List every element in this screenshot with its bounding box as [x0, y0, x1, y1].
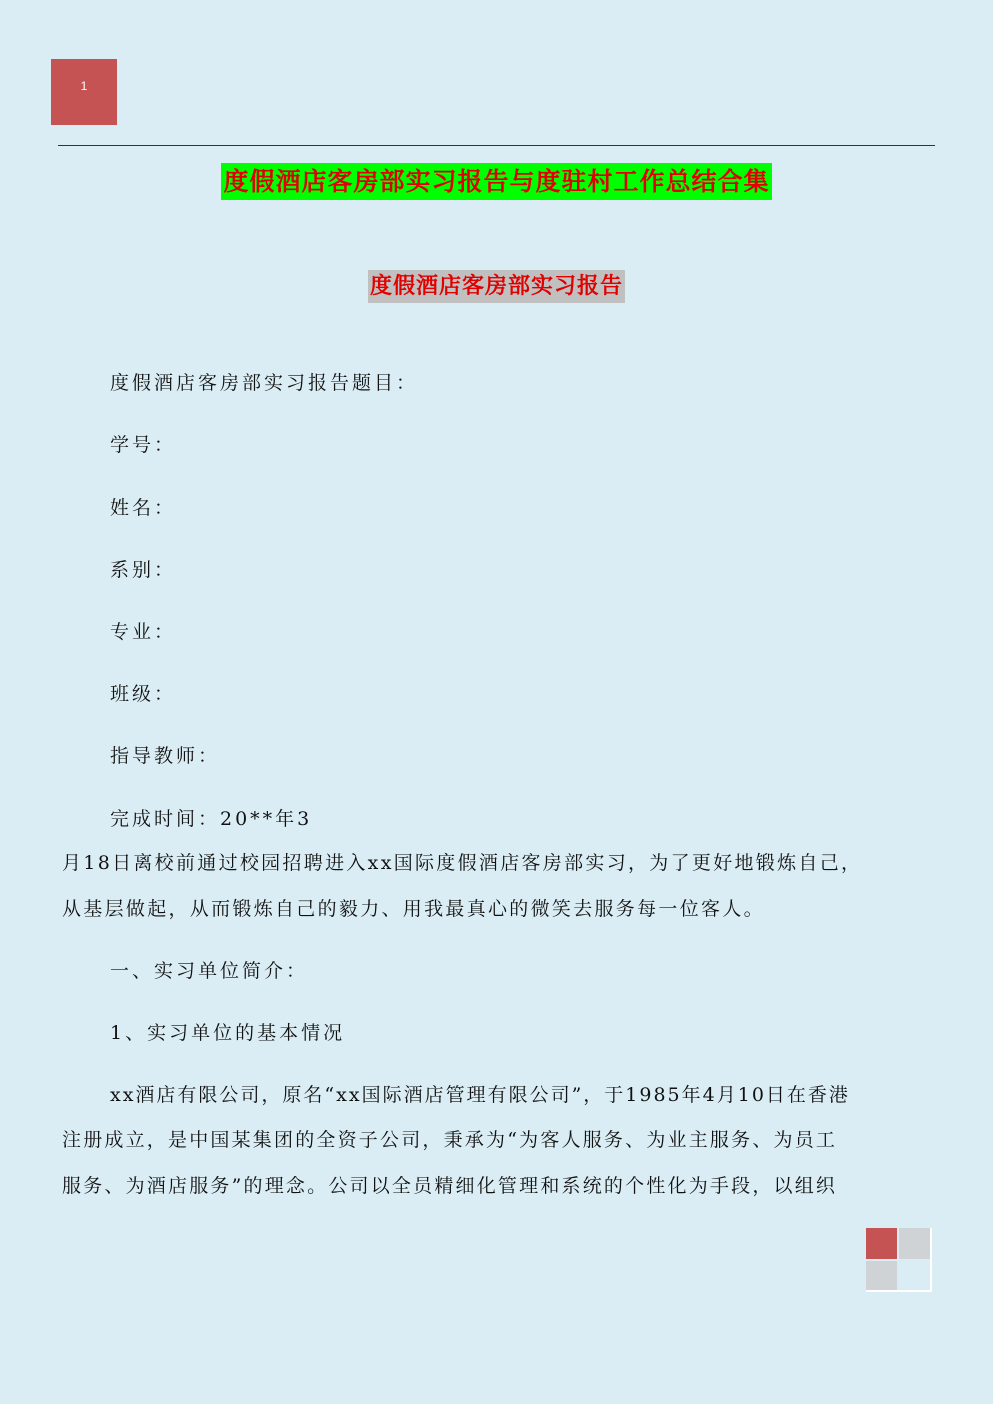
corner-decoration [866, 1228, 934, 1294]
main-title-block [0, 163, 993, 200]
paragraph1-line1: 月18日离校前通过校园招聘进入xx国际度假酒店客房部实习，为了更好地锻炼自己， [62, 852, 863, 874]
sub-title-block [0, 270, 993, 303]
main-title: 度假酒店客房部实习报告与度驻村工作总结合集 [221, 163, 771, 200]
field-advisor: 指导教师： [110, 745, 221, 767]
paragraph2-line1: xx酒店有限公司，原名“xx国际酒店管理有限公司”，于1985年4月10日在香港 [110, 1084, 850, 1106]
section1-heading: 一、实习单位简介： [110, 960, 309, 982]
paragraph2-line3: 服务、为酒店服务”的理念。公司以全员精细化管理和系统的个性化为手段，以组织 [62, 1175, 838, 1197]
field-completion-time: 完成时间：20**年3 [110, 808, 313, 830]
field-student-id: 学号： [110, 434, 177, 456]
field-topic: 度假酒店客房部实习报告题目： [110, 372, 419, 394]
paragraph2-line2: 注册成立，是中国某集团的全资子公司，秉承为“为客人服务、为业主服务、为员工 [62, 1129, 838, 1151]
paragraph1-line2: 从基层做起，从而锻炼自己的毅力、用我最真心的微笑去服务每一位客人。 [62, 898, 765, 920]
header-rule [58, 145, 935, 146]
field-name: 姓名： [110, 497, 177, 519]
corner-frame [866, 1228, 932, 1292]
page-number-badge [51, 59, 117, 125]
field-department: 系别： [110, 559, 177, 581]
section1-1-heading: 1、实习单位的基本情况 [110, 1022, 346, 1044]
field-class: 班级： [110, 683, 177, 705]
sub-title: 度假酒店客房部实习报告 [368, 270, 625, 303]
field-major: 专业： [110, 621, 177, 643]
page-number: 1 [80, 79, 88, 93]
